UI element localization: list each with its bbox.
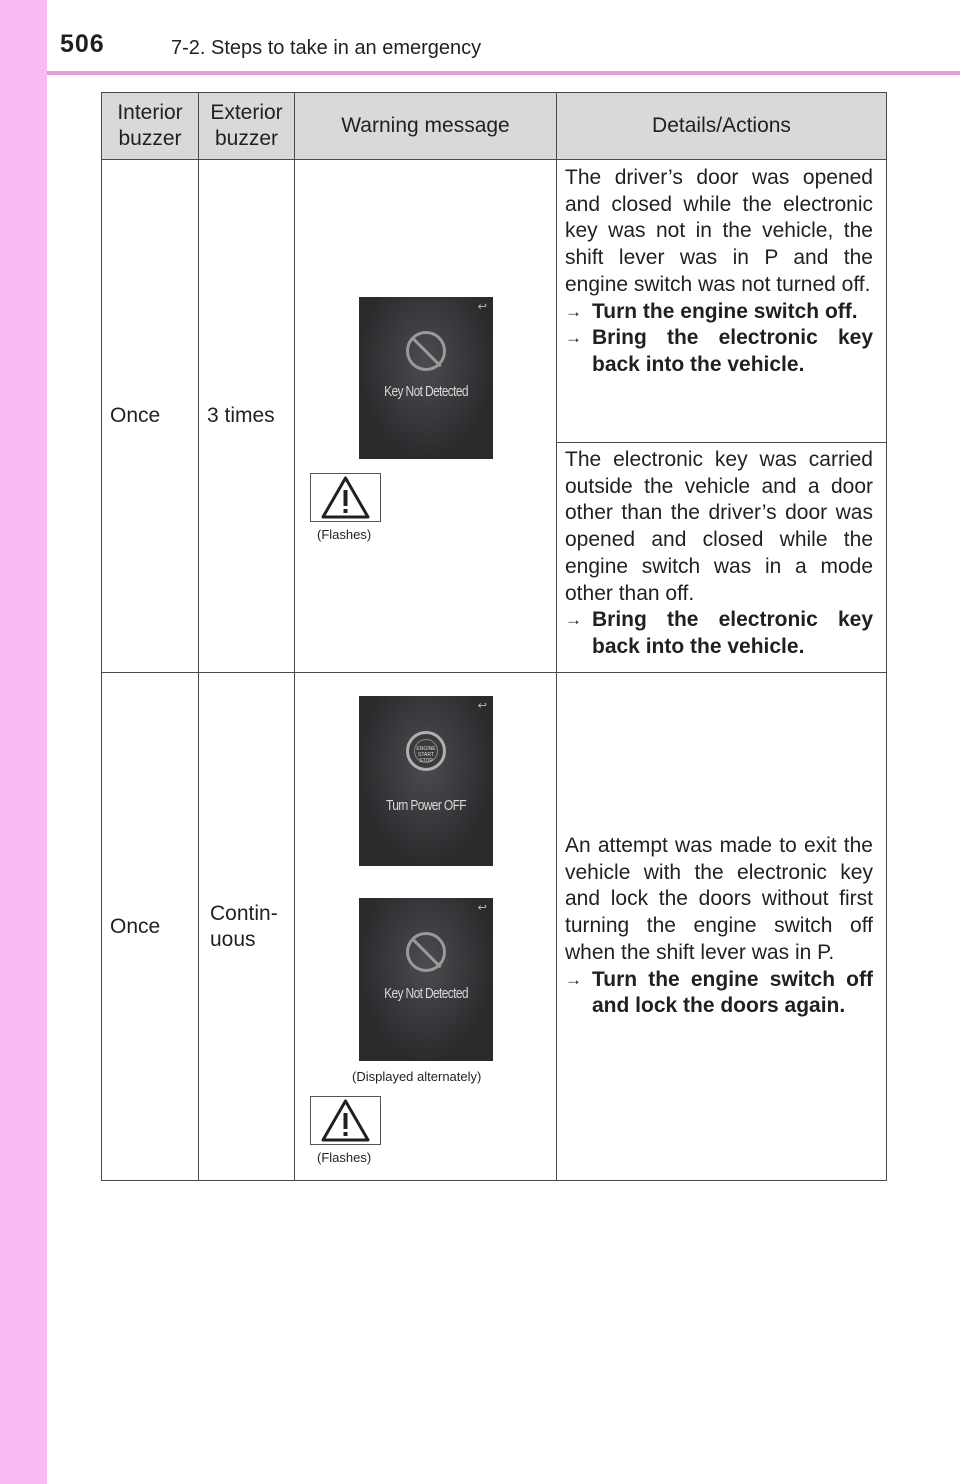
header-warning-message: Warning message: [295, 93, 557, 160]
back-icon: ↩: [477, 301, 487, 313]
exterior-buzzer-cell: 3 times: [199, 160, 295, 673]
table-row: [102, 673, 887, 1181]
action-item: [565, 325, 873, 378]
interior-buzzer-cell: Once: [102, 673, 199, 1181]
details-text: An attempt was made to exit the vehicle with the electronic key and lock the doors without first turning the engine switch off when the shift lever was in P.: [565, 834, 873, 964]
turn-power-off-screen: [359, 696, 493, 866]
back-icon: ↩: [477, 700, 487, 712]
header-exterior-buzzer: Exterior buzzer: [199, 93, 295, 160]
back-icon: ↩: [477, 902, 487, 914]
warning-message-cell: [295, 160, 557, 673]
no-key-icon: [406, 932, 446, 972]
interior-buzzer-cell: Once: [102, 160, 199, 673]
warning-message-cell: [295, 673, 557, 1181]
warning-table: [101, 92, 887, 1181]
header-details-actions: Details/Actions: [557, 93, 887, 160]
details-text: The electronic key was carried outside the vehicle and a door other than the driver’s door was opened and closed while the engine switch was in a mode other than off.: [565, 448, 873, 605]
table-row: [102, 160, 887, 673]
screen-label: Key Not Detected: [384, 985, 468, 1002]
arrow-icon: →: [565, 328, 582, 348]
details-cell: [557, 673, 887, 1181]
displayed-alternately-caption: (Displayed alternately): [352, 1069, 482, 1084]
exterior-buzzer-cell: Contin- uous: [199, 673, 295, 1181]
action-text: Turn the engine switch off.: [592, 299, 858, 323]
action-item: [565, 299, 873, 326]
details-block-2: [557, 442, 886, 672]
action-text: Bring the electronic key back into the vehicle.: [592, 326, 873, 376]
page-number: 506: [60, 30, 105, 58]
warning-triangle-icon: [311, 1097, 380, 1144]
key-not-detected-screen: [359, 898, 493, 1061]
action-item: [565, 967, 873, 1020]
details-text: The driver’s door was opened and closed while the electronic key was not in the vehicle, the shift lever was in P and the engine switch was not turned off.: [565, 166, 873, 296]
screen-label: Turn Power OFF: [386, 797, 466, 814]
header-interior-buzzer: Interior buzzer: [102, 93, 199, 160]
side-tab-band: [0, 0, 47, 1484]
start-button-text: ENGINE START STOP: [414, 739, 438, 763]
no-key-icon: [406, 331, 446, 371]
action-text: Turn the engine switch off and lock the doors again.: [592, 967, 873, 1018]
arrow-icon: →: [565, 969, 582, 989]
warning-triangle-box: [310, 473, 381, 522]
screen-label: Key Not Detected: [384, 383, 468, 400]
start-button-icon: [406, 731, 446, 771]
header-rule: [47, 71, 960, 75]
warning-triangle-icon: [311, 474, 380, 521]
key-not-detected-screen: [359, 297, 493, 459]
details-cell: [557, 160, 887, 673]
flashes-caption: (Flashes): [317, 1150, 372, 1165]
arrow-icon: →: [565, 610, 582, 630]
arrow-icon: →: [565, 301, 582, 321]
action-text: Bring the electronic key back into the vehicle.: [592, 608, 873, 658]
table-header-row: [102, 93, 887, 160]
section-title: 7-2. Steps to take in an emergency: [171, 37, 482, 59]
flashes-caption: (Flashes): [317, 527, 372, 542]
details-block-1: [557, 160, 886, 442]
warning-triangle-box: [310, 1096, 381, 1145]
action-item: [565, 607, 873, 660]
